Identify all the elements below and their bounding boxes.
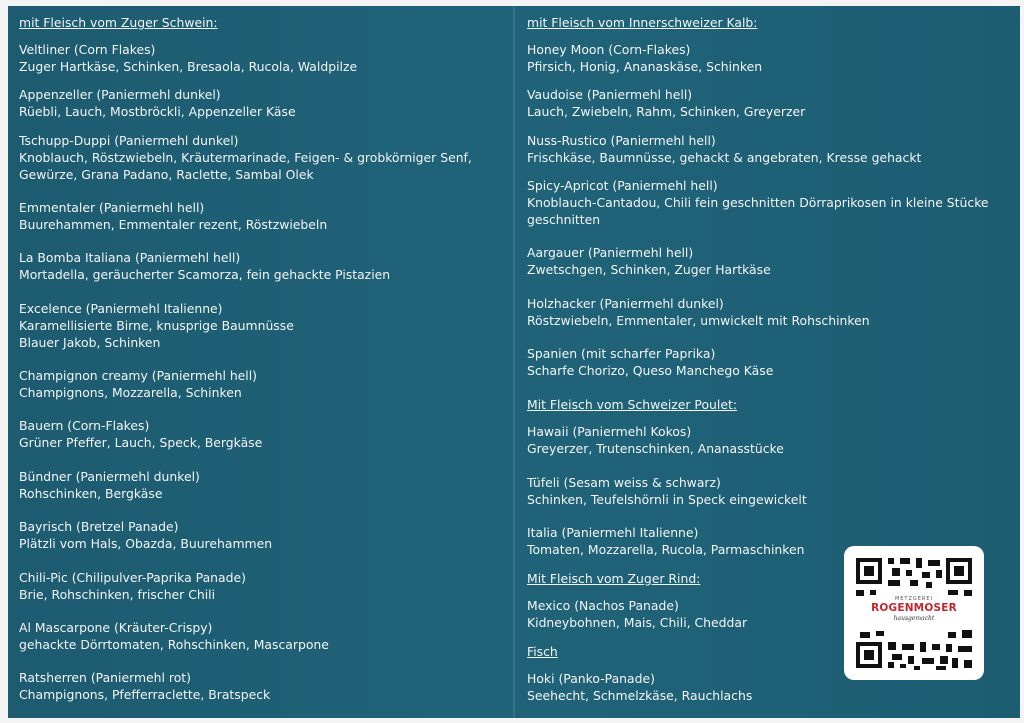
- menu-item: [19, 132, 489, 183]
- item-desc: Mortadella, geräucherter Scamorza, fein gehackte Pistazien: [19, 267, 391, 282]
- brand-logo: [866, 595, 962, 631]
- menu-item: [527, 423, 997, 457]
- menu-item: [527, 597, 827, 631]
- item-name: Honey Moon (Corn-Flakes): [527, 42, 691, 57]
- item-desc: Brie, Rohschinken, frischer Chili: [19, 587, 216, 602]
- item-name: Nuss-Rustico (Paniermehl hell): [527, 133, 716, 148]
- item-desc: Grüner Pfeffer, Lauch, Speck, Bergkäse: [19, 435, 263, 450]
- heading-innerschweizer-kalb: mit Fleisch vom Innerschweizer Kalb:: [527, 15, 758, 30]
- menu-item: [527, 177, 997, 228]
- menu-item: [19, 468, 489, 502]
- menu-item: [19, 41, 489, 75]
- item-name: Tüfeli (Sesam weiss & schwarz): [527, 475, 721, 490]
- menu-item: [19, 619, 489, 653]
- menu-item: [19, 86, 489, 120]
- menu-item: [527, 41, 997, 75]
- item-desc: Schinken, Teufelshörnli in Speck eingewickelt: [527, 492, 807, 507]
- item-name: Hoki (Panko-Panade): [527, 671, 655, 686]
- item-name: Al Mascarpone (Kräuter-Crispy): [19, 620, 213, 635]
- qr-code-card[interactable]: [844, 546, 984, 680]
- item-name: Mexico (Nachos Panade): [527, 598, 679, 613]
- item-desc: Zwetschgen, Schinken, Zuger Hartkäse: [527, 262, 771, 277]
- item-desc: Frischkäse, Baumnüsse, gehackt & angebraten, Kresse gehackt: [527, 150, 922, 165]
- menu-item: [527, 295, 997, 329]
- item-name: Bayrisch (Bretzel Panade): [19, 519, 179, 534]
- item-desc: Plätzli vom Hals, Obazda, Buurehammen: [19, 536, 273, 551]
- item-name: Chili-Pic (Chilipulver-Paprika Panade): [19, 570, 246, 585]
- item-desc: Greyerzer, Trutenschinken, Ananasstücke: [527, 441, 784, 456]
- item-desc: Champignons, Pfefferraclette, Bratspeck: [19, 687, 271, 702]
- item-name: Bauern (Corn-Flakes): [19, 418, 150, 433]
- heading-schweizer-poulet: Mit Fleisch vom Schweizer Poulet:: [527, 397, 737, 412]
- item-name: La Bomba Italiana (Paniermehl hell): [19, 250, 241, 265]
- page-fold: [513, 6, 515, 718]
- item-desc: Karamellisierte Birne, knusprige Baumnüsse Blauer Jakob, Schinken: [19, 318, 294, 350]
- menu-item: [19, 569, 489, 603]
- item-name: Spanien (mit scharfer Paprika): [527, 346, 716, 361]
- menu-item: [19, 669, 489, 703]
- heading-zuger-rind: Mit Fleisch vom Zuger Rind:: [527, 571, 701, 586]
- menu-item: [527, 670, 827, 704]
- menu-item: [19, 249, 489, 283]
- item-desc: Tomaten, Mozzarella, Rucola, Parmaschinken: [527, 542, 805, 557]
- brand-sub: hausgemacht: [893, 614, 935, 622]
- item-name: Aargauer (Paniermehl hell): [527, 245, 694, 260]
- menu-item: [19, 367, 489, 401]
- item-desc: Rohschinken, Bergkäse: [19, 486, 163, 501]
- menu-item: [527, 345, 997, 379]
- item-desc: Pfirsich, Honig, Ananaskäse, Schinken: [527, 59, 763, 74]
- item-name: Appenzeller (Paniermehl dunkel): [19, 87, 221, 102]
- brand-main: ROGENMOSER: [871, 602, 957, 614]
- menu-item: [19, 300, 329, 351]
- item-name: Excelence (Paniermehl Italienne): [19, 301, 223, 316]
- item-name: Italia (Paniermehl Italienne): [527, 525, 699, 540]
- item-name: Spicy-Apricot (Paniermehl hell): [527, 178, 718, 193]
- menu-item: [527, 86, 997, 120]
- menu-item: [527, 132, 997, 166]
- item-desc: Kidneybohnen, Mais, Chili, Cheddar: [527, 615, 748, 630]
- item-desc: Champignons, Mozzarella, Schinken: [19, 385, 242, 400]
- brand-small: METZGEREI: [894, 596, 934, 602]
- item-name: Tschupp-Duppi (Paniermehl dunkel): [19, 133, 239, 148]
- item-name: Veltliner (Corn Flakes): [19, 42, 156, 57]
- item-name: Emmentaler (Paniermehl hell): [19, 200, 205, 215]
- item-desc: Seehecht, Schmelzkäse, Rauchlachs: [527, 688, 753, 703]
- item-desc: Röstzwiebeln, Emmentaler, umwickelt mit Rohschinken: [527, 313, 870, 328]
- menu-item: [527, 474, 997, 508]
- menu-item: [19, 417, 489, 451]
- menu-sheet: [8, 6, 1020, 718]
- menu-item: [19, 518, 489, 552]
- item-desc: Zuger Hartkäse, Schinken, Bresaola, Rucola, Waldpilze: [19, 59, 358, 74]
- item-name: Vaudoise (Paniermehl hell): [527, 87, 693, 102]
- item-name: Bündner (Paniermehl dunkel): [19, 469, 200, 484]
- menu-item: [527, 524, 827, 558]
- item-desc: Knoblauch, Röstzwiebeln, Kräutermarinade, Feigen- & grobkörniger Senf, Gewürze, Grana Padano, Raclette, Sambal Olek: [19, 150, 472, 182]
- item-name: Ratsherren (Paniermehl rot): [19, 670, 191, 685]
- item-desc: Knoblauch-Cantadou, Chili fein geschnitten Dörraprikosen in kleine Stücke geschnitten: [527, 195, 989, 227]
- item-name: Holzhacker (Paniermehl dunkel): [527, 296, 724, 311]
- menu-item: [527, 244, 997, 278]
- item-desc: gehackte Dörrtomaten, Rohschinken, Mascarpone: [19, 637, 329, 652]
- item-name: Champignon creamy (Paniermehl hell): [19, 368, 258, 383]
- heading-fisch: Fisch: [527, 644, 558, 659]
- item-name: Hawaii (Paniermehl Kokos): [527, 424, 692, 439]
- menu-item: [19, 199, 489, 233]
- item-desc: Scharfe Chorizo, Queso Manchego Käse: [527, 363, 774, 378]
- item-desc: Buurehammen, Emmentaler rezent, Röstzwiebeln: [19, 217, 328, 232]
- heading-zuger-schwein: mit Fleisch vom Zuger Schwein:: [19, 15, 218, 30]
- item-desc: Rüebli, Lauch, Mostbröckli, Appenzeller Käse: [19, 104, 296, 119]
- item-desc: Lauch, Zwiebeln, Rahm, Schinken, Greyerzer: [527, 104, 806, 119]
